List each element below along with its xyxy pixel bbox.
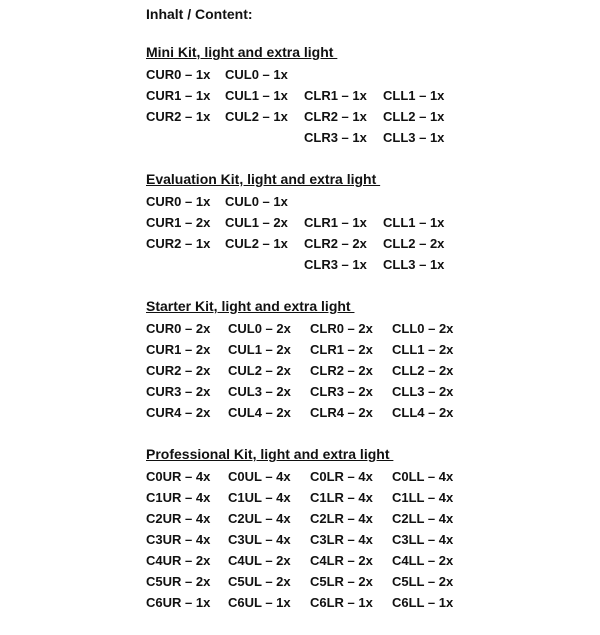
part-row bbox=[146, 466, 586, 487]
part-quantity: C5LR – 2x bbox=[310, 574, 373, 589]
part-row bbox=[146, 85, 586, 106]
part-quantity: C2LL – 4x bbox=[392, 511, 454, 526]
part-quantity: CUL1 – 2x bbox=[228, 342, 291, 357]
part-row bbox=[146, 550, 586, 571]
part-quantity: CUR0 – 1x bbox=[146, 194, 211, 209]
part-row bbox=[146, 381, 586, 402]
part-quantity: CLR2 – 2x bbox=[310, 363, 373, 378]
part-quantity: CLR2 – 1x bbox=[304, 109, 367, 124]
kit-section bbox=[146, 445, 586, 613]
part-quantity: C6LL – 1x bbox=[392, 595, 454, 610]
part-quantity: CLR1 – 1x bbox=[304, 88, 367, 103]
part-quantity: C1UR – 4x bbox=[146, 490, 211, 505]
part-row bbox=[146, 529, 586, 550]
kit-section bbox=[146, 43, 586, 148]
part-quantity: CUR1 – 2x bbox=[146, 215, 211, 230]
part-quantity: CUR3 – 2x bbox=[146, 384, 211, 399]
part-quantity: CLL1 – 1x bbox=[383, 215, 445, 230]
section-title: Evaluation Kit, light and extra light bbox=[146, 171, 381, 187]
part-quantity: CLL0 – 2x bbox=[392, 321, 454, 336]
part-row bbox=[146, 64, 586, 85]
part-quantity: CUL1 – 1x bbox=[225, 88, 288, 103]
part-row bbox=[146, 508, 586, 529]
part-quantity: CLL1 – 1x bbox=[383, 88, 445, 103]
part-quantity: CUL1 – 2x bbox=[225, 215, 288, 230]
part-quantity: CLL3 – 2x bbox=[392, 384, 454, 399]
part-quantity: CLR0 – 2x bbox=[310, 321, 373, 336]
part-row bbox=[146, 191, 586, 212]
part-row bbox=[146, 339, 586, 360]
part-quantity: CLR3 – 1x bbox=[304, 130, 367, 145]
part-quantity: C1UL – 4x bbox=[228, 490, 291, 505]
part-quantity: C4UR – 2x bbox=[146, 553, 211, 568]
content-list bbox=[146, 5, 586, 635]
part-row bbox=[146, 318, 586, 339]
part-quantity: C5UR – 2x bbox=[146, 574, 211, 589]
part-quantity: C1LL – 4x bbox=[392, 490, 454, 505]
page-heading: Inhalt / Content: bbox=[146, 6, 253, 22]
part-quantity: CUL2 – 2x bbox=[228, 363, 291, 378]
part-quantity: CUL2 – 1x bbox=[225, 109, 288, 124]
section-title: Professional Kit, light and extra light bbox=[146, 446, 394, 462]
part-quantity: C4LL – 2x bbox=[392, 553, 454, 568]
part-quantity: C4UL – 2x bbox=[228, 553, 291, 568]
part-quantity: CUL2 – 1x bbox=[225, 236, 288, 251]
part-quantity: C3LL – 4x bbox=[392, 532, 454, 547]
part-quantity: CUL0 – 1x bbox=[225, 67, 288, 82]
part-quantity: CLR2 – 2x bbox=[304, 236, 367, 251]
kit-section bbox=[146, 297, 586, 423]
part-row bbox=[146, 571, 586, 592]
part-quantity: CUR0 – 1x bbox=[146, 67, 211, 82]
part-quantity: C2UR – 4x bbox=[146, 511, 211, 526]
part-quantity: CUL0 – 1x bbox=[225, 194, 288, 209]
part-quantity: C0LL – 4x bbox=[392, 469, 454, 484]
part-quantity: C3LR – 4x bbox=[310, 532, 373, 547]
part-quantity: CUL3 – 2x bbox=[228, 384, 291, 399]
part-row bbox=[146, 592, 586, 613]
part-quantity: CUR1 – 1x bbox=[146, 88, 211, 103]
part-quantity: CUL4 – 2x bbox=[228, 405, 291, 420]
part-row bbox=[146, 360, 586, 381]
section-title: Starter Kit, light and extra light bbox=[146, 298, 355, 314]
part-quantity: C5LL – 2x bbox=[392, 574, 454, 589]
section-title: Mini Kit, light and extra light bbox=[146, 44, 338, 60]
part-quantity: CLL2 – 2x bbox=[392, 363, 454, 378]
part-quantity: C4LR – 2x bbox=[310, 553, 373, 568]
part-quantity: C2UL – 4x bbox=[228, 511, 291, 526]
part-quantity: CUR2 – 1x bbox=[146, 236, 211, 251]
part-quantity: CUR4 – 2x bbox=[146, 405, 211, 420]
part-quantity: C0UR – 4x bbox=[146, 469, 211, 484]
part-row bbox=[146, 127, 586, 148]
part-row bbox=[146, 402, 586, 423]
part-quantity: C1LR – 4x bbox=[310, 490, 373, 505]
part-row bbox=[146, 233, 586, 254]
part-quantity: C0UL – 4x bbox=[228, 469, 291, 484]
part-quantity: CUR0 – 2x bbox=[146, 321, 211, 336]
part-quantity: CLR3 – 2x bbox=[310, 384, 373, 399]
part-quantity: CLR1 – 1x bbox=[304, 215, 367, 230]
part-quantity: CUL0 – 2x bbox=[228, 321, 291, 336]
part-quantity: CLR1 – 2x bbox=[310, 342, 373, 357]
part-quantity: C2LR – 4x bbox=[310, 511, 373, 526]
part-row bbox=[146, 106, 586, 127]
part-quantity: C5UL – 2x bbox=[228, 574, 291, 589]
part-quantity: C6UL – 1x bbox=[228, 595, 291, 610]
part-quantity: C0LR – 4x bbox=[310, 469, 373, 484]
part-quantity: CLL2 – 2x bbox=[383, 236, 445, 251]
part-quantity: CUR1 – 2x bbox=[146, 342, 211, 357]
part-quantity: CLL1 – 2x bbox=[392, 342, 454, 357]
part-quantity: CLL3 – 1x bbox=[383, 130, 445, 145]
part-quantity: CLL3 – 1x bbox=[383, 257, 445, 272]
part-quantity: CLR3 – 1x bbox=[304, 257, 367, 272]
part-quantity: C6LR – 1x bbox=[310, 595, 373, 610]
part-quantity: CLL4 – 2x bbox=[392, 405, 454, 420]
kit-section bbox=[146, 170, 586, 275]
part-quantity: CLR4 – 2x bbox=[310, 405, 373, 420]
part-quantity: C6UR – 1x bbox=[146, 595, 211, 610]
part-row bbox=[146, 487, 586, 508]
part-row bbox=[146, 254, 586, 275]
part-row bbox=[146, 212, 586, 233]
part-quantity: CUR2 – 1x bbox=[146, 109, 211, 124]
part-quantity: CLL2 – 1x bbox=[383, 109, 445, 124]
part-quantity: C3UR – 4x bbox=[146, 532, 211, 547]
kit-sections bbox=[146, 43, 586, 613]
part-quantity: CUR2 – 2x bbox=[146, 363, 211, 378]
part-quantity: C3UL – 4x bbox=[228, 532, 291, 547]
